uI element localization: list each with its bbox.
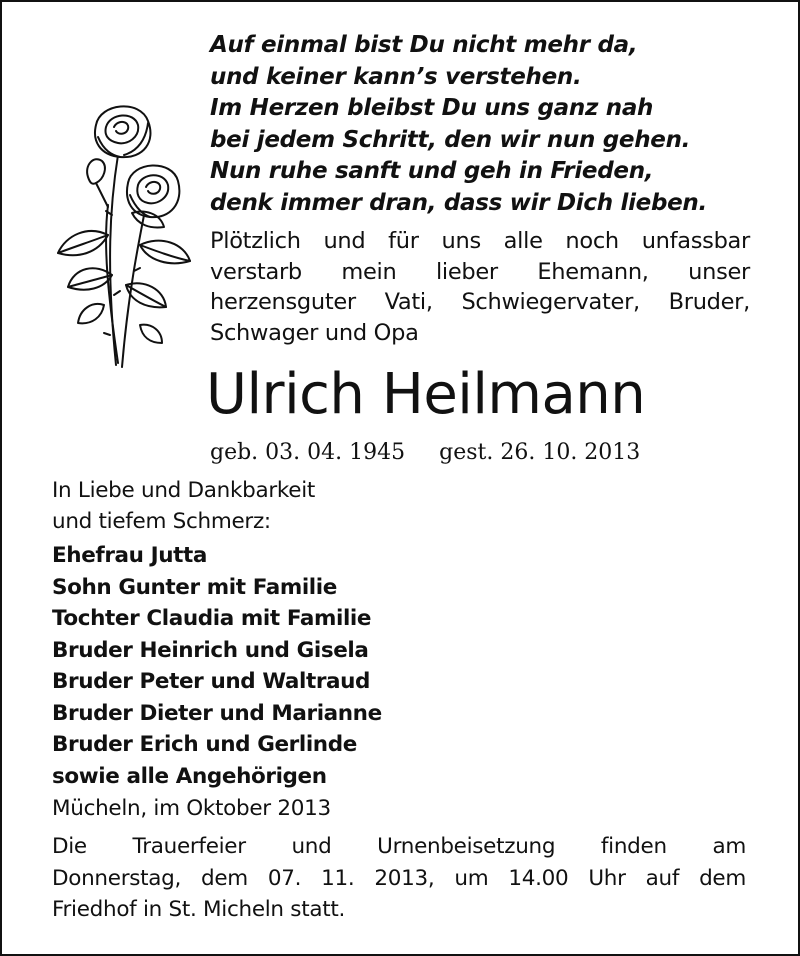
poem-line: Im Herzen bleibst Du uns ganz nah: [210, 95, 654, 121]
deceased-name: Ulrich Heilmann: [206, 362, 646, 427]
mourning-line: und tiefem Schmerz:: [52, 509, 271, 534]
announcement-line: Plötzlich und für uns alle noch unfassbar: [210, 228, 750, 254]
announcement-line: verstarb mein lieber Ehemann, unser: [210, 258, 750, 285]
life-dates: [210, 438, 750, 468]
funeral-notice: [52, 831, 746, 926]
mourner: Bruder Erich und Gerlinde: [52, 732, 357, 757]
poem-line: denk immer dran, dass wir Dich lieben.: [210, 189, 707, 216]
poem-line: und keiner kann’s verstehen.: [210, 63, 582, 90]
mourner: Tochter Claudia mit Familie: [52, 606, 372, 631]
announcement-text: [210, 226, 750, 348]
rose-illustration: [48, 95, 198, 375]
announcement-line: herzensguter Vati, Schwiegervater, Bruder,: [210, 289, 750, 315]
announcement-line: Schwager und Opa: [210, 319, 419, 346]
mourning-phrase: [52, 475, 752, 537]
mourning-line: In Liebe und Dankbarkeit: [52, 478, 316, 503]
mourner: sowie alle Angehörigen: [52, 763, 327, 789]
mourner: Bruder Dieter und Marianne: [52, 700, 382, 726]
birth-date: geb. 03. 04. 1945: [210, 440, 406, 465]
poem-line: Nun ruhe sanft und geh in Frieden,: [210, 158, 654, 184]
death-date: gest. 26. 10. 2013: [439, 440, 641, 465]
mourner: Ehefrau Jutta: [52, 543, 208, 568]
mourner: Sohn Gunter mit Familie: [52, 574, 337, 600]
funeral-line: Die Trauerfeier und Urnenbeisetzung finden am: [52, 834, 746, 859]
mourner: Bruder Heinrich und Gisela: [52, 637, 369, 663]
mourner: Bruder Peter und Waltraud: [52, 669, 371, 694]
place-date: Mücheln, im Oktober 2013: [52, 796, 331, 821]
poem-line: bei jedem Schritt, den wir nun gehen.: [210, 126, 691, 153]
funeral-line: Donnerstag, dem 07. 11. 2013, um 14.00 Uhr auf dem: [52, 865, 746, 891]
mourners-list: [52, 540, 752, 792]
poem: [210, 30, 770, 219]
funeral-line: Friedhof in St. Micheln statt.: [52, 897, 345, 922]
poem-line: Auf einmal bist Du nicht mehr da,: [210, 32, 638, 58]
